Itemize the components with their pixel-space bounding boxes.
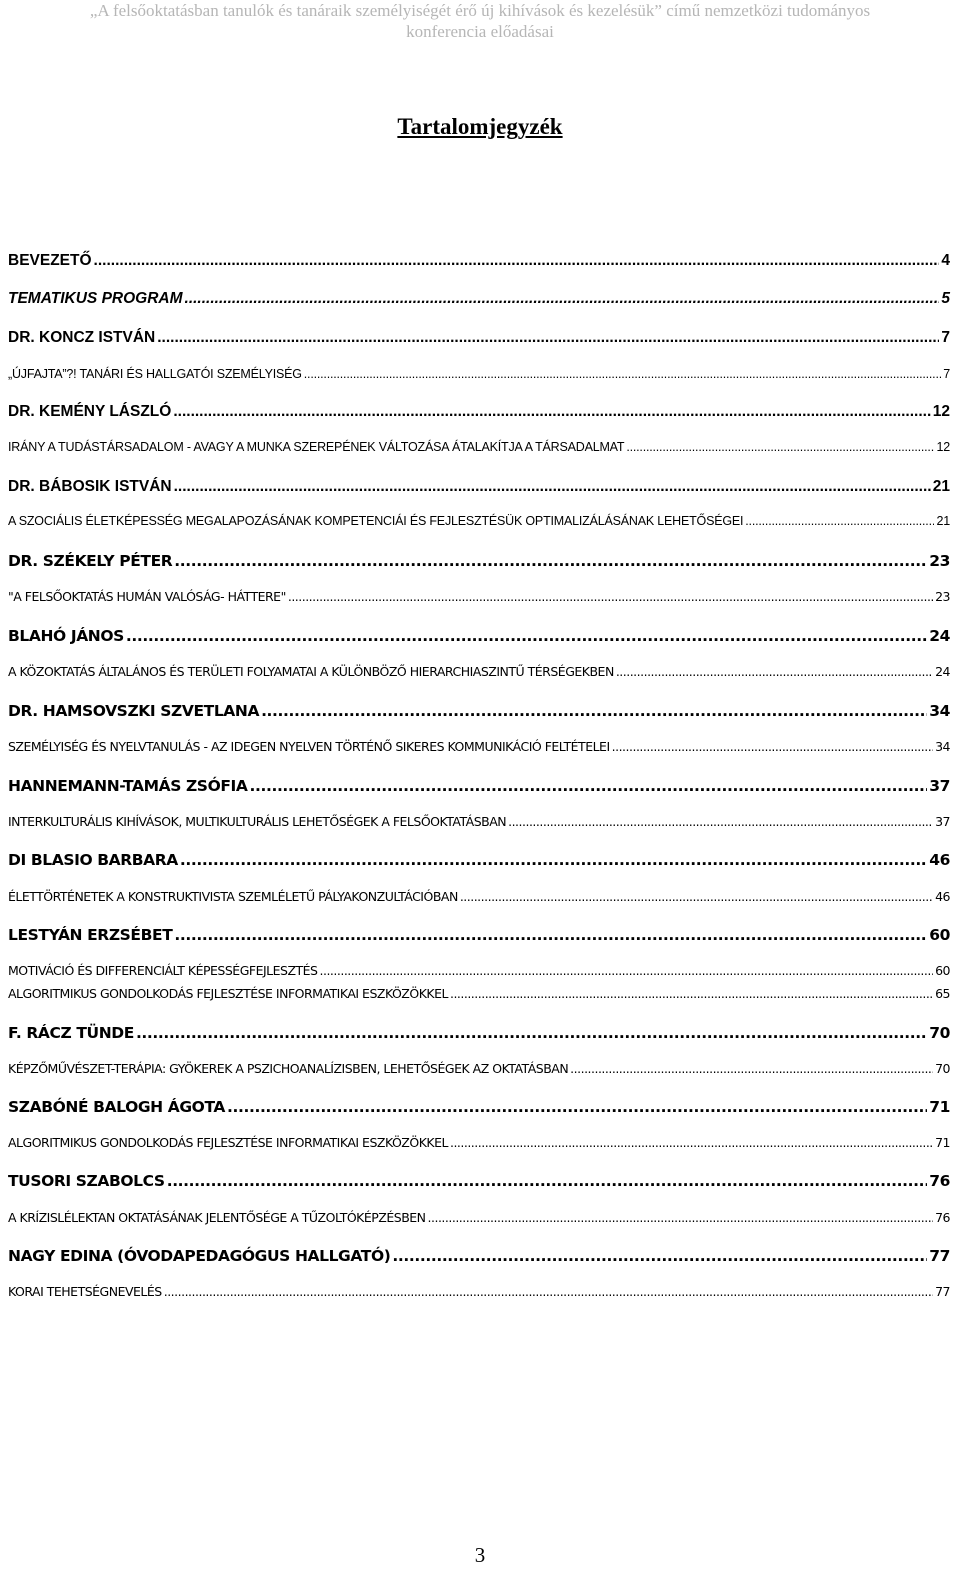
toc-entry-page: 7 bbox=[943, 367, 950, 381]
toc-entry-title: A KRÍZISLÉLEKTAN OKTATÁSÁNAK JELENTŐSÉGE A TŰZOLTÓKÉPZÉSBEN bbox=[8, 1210, 426, 1225]
toc-leader bbox=[173, 403, 930, 421]
toc-entry-page: 4 bbox=[941, 252, 950, 269]
toc-entry[interactable] bbox=[8, 329, 950, 347]
toc-entry-title: A KÖZOKTATÁS ÁLTALÁNOS ÉS TERÜLETI FOLYAMATAI A KÜLÖNBÖZŐ HIERARCHIASZINTŰ TÉRSÉGEKBEN bbox=[8, 664, 614, 679]
toc-leader bbox=[180, 851, 927, 869]
toc-entry[interactable] bbox=[8, 1135, 950, 1150]
header-line-2: konferencia előadásai bbox=[406, 22, 554, 41]
toc-leader bbox=[612, 739, 933, 754]
toc-leader bbox=[460, 889, 933, 904]
toc-entry[interactable] bbox=[8, 851, 950, 869]
header-line-1: „A felsőoktatásban tanulók és tanáraik személyiségét érő új kihívások és kezelésük” című nemzetközi tudományos bbox=[89, 1, 871, 20]
toc-entry[interactable] bbox=[8, 478, 950, 496]
toc-entry[interactable] bbox=[8, 1061, 950, 1076]
toc-entry-page: 60 bbox=[929, 926, 950, 944]
toc-entry-title: TUSORI SZABOLCS bbox=[8, 1172, 165, 1190]
toc-entry-title: KÉPZŐMŰVÉSZET-TERÁPIA: GYÖKEREK A PSZICHOANALÍZISBEN, LEHETŐSÉGEK AZ OKTATÁSBAN bbox=[8, 1061, 569, 1076]
toc-entry-page: 77 bbox=[935, 1284, 950, 1299]
toc-entry[interactable] bbox=[8, 814, 950, 829]
toc-entry[interactable] bbox=[8, 440, 950, 454]
toc-leader bbox=[227, 1098, 927, 1116]
running-header bbox=[0, 0, 960, 42]
toc-entry-title: ALGORITMIKUS GONDOLKODÁS FEJLESZTÉSE INFORMATIKAI ESZKÖZÖKKEL bbox=[8, 1135, 448, 1150]
toc-entry-page: 77 bbox=[929, 1247, 950, 1265]
toc-entry-title: MOTIVÁCIÓ ÉS DIFFERENCIÁLT KÉPESSÉGFEJLESZTÉS bbox=[8, 963, 318, 978]
toc-entry[interactable] bbox=[8, 1247, 950, 1265]
toc-entry[interactable] bbox=[8, 290, 950, 308]
toc-entry-page: 21 bbox=[932, 478, 950, 495]
toc-leader bbox=[185, 290, 940, 308]
toc-entry[interactable] bbox=[8, 664, 950, 679]
toc-entry[interactable] bbox=[8, 889, 950, 904]
toc-entry-page: 65 bbox=[935, 986, 950, 1001]
toc-entry-title: DR. HAMSOVSZKI SZVETLANA bbox=[8, 702, 260, 720]
toc-leader bbox=[94, 252, 940, 270]
toc-leader bbox=[745, 514, 934, 528]
page-number: 3 bbox=[474, 1543, 486, 1567]
toc-entry-page: 37 bbox=[929, 777, 950, 795]
toc-entry[interactable] bbox=[8, 1284, 950, 1299]
toc-entry-page: 7 bbox=[941, 329, 950, 346]
toc-entry-title: DR. KEMÉNY LÁSZLÓ bbox=[8, 403, 172, 420]
toc-entry[interactable] bbox=[8, 963, 950, 978]
toc-leader bbox=[167, 1172, 928, 1190]
toc-entry-title: DI BLASIO BARBARA bbox=[8, 851, 178, 869]
toc-entry[interactable] bbox=[8, 589, 950, 604]
toc-leader bbox=[508, 814, 933, 829]
toc-entry-title: LESTYÁN ERZSÉBET bbox=[8, 926, 173, 944]
toc-entry-title: KORAI TEHETSÉGNEVELÉS bbox=[8, 1284, 162, 1299]
toc-entry-title: DR. KONCZ ISTVÁN bbox=[8, 329, 156, 346]
toc-entry-page: 70 bbox=[929, 1024, 950, 1042]
toc-entry-title: ÉLETTÖRTÉNETEK A KONSTRUKTIVISTA SZEMLÉLETŰ PÁLYAKONZULTÁCIÓBAN bbox=[8, 889, 458, 904]
toc-entry-page: 24 bbox=[935, 664, 950, 679]
toc-entry-page: 71 bbox=[929, 1098, 950, 1116]
toc-entry-page: 21 bbox=[936, 514, 950, 528]
toc-entry-title: "A FELSŐOKTATÁS HUMÁN VALÓSÁG- HÁTTERE" bbox=[8, 589, 286, 604]
toc-entry[interactable] bbox=[8, 627, 950, 645]
toc-leader bbox=[320, 963, 934, 978]
toc-entry[interactable] bbox=[8, 986, 950, 1001]
toc-entry[interactable] bbox=[8, 702, 950, 720]
page-title: Tartalomjegyzék bbox=[397, 114, 563, 139]
toc-entry-page: 24 bbox=[929, 627, 950, 645]
toc-entry-title: ALGORITMIKUS GONDOLKODÁS FEJLESZTÉSE INFORMATIKAI ESZKÖZÖKKEL bbox=[8, 986, 448, 1001]
toc-leader bbox=[261, 702, 927, 720]
toc-entry-title: INTERKULTURÁLIS KIHÍVÁSOK, MULTIKULTURÁLIS LEHETŐSÉGEK A FELSŐOKTATÁSBAN bbox=[8, 814, 507, 829]
toc-entry[interactable] bbox=[8, 1098, 950, 1116]
toc-entry-title: F. RÁCZ TÜNDE bbox=[8, 1024, 134, 1042]
toc-entry-page: 23 bbox=[935, 589, 950, 604]
toc-entry-page: 37 bbox=[935, 814, 950, 829]
toc-entry[interactable] bbox=[8, 1024, 950, 1042]
toc-entry-page: 70 bbox=[935, 1061, 950, 1076]
toc-entry-page: 60 bbox=[935, 963, 950, 978]
toc-entry[interactable] bbox=[8, 514, 950, 528]
toc-leader bbox=[174, 552, 927, 570]
toc-entry-title: NAGY EDINA (ÓVODAPEDAGÓGUS HALLGATÓ) bbox=[8, 1247, 391, 1265]
toc-leader bbox=[626, 440, 934, 454]
toc-entry[interactable] bbox=[8, 367, 950, 381]
toc-entry-title: DR. BÁBOSIK ISTVÁN bbox=[8, 478, 172, 495]
toc-entry-title: IRÁNY A TUDÁSTÁRSADALOM - AVAGY A MUNKA SZEREPÉNEK VÁLTOZÁSA ÁTALAKÍTJA A TÁRSADALMAT bbox=[8, 440, 625, 454]
toc-entry-title: TEMATIKUS PROGRAM bbox=[8, 290, 183, 307]
toc-leader bbox=[136, 1024, 927, 1042]
toc-leader bbox=[174, 478, 931, 496]
toc-leader bbox=[164, 1284, 933, 1299]
toc-leader bbox=[450, 1135, 933, 1150]
toc-entry[interactable] bbox=[8, 926, 950, 944]
toc-entry[interactable] bbox=[8, 1172, 950, 1190]
toc-entry[interactable] bbox=[8, 252, 950, 270]
toc-entry-page: 71 bbox=[935, 1135, 950, 1150]
toc-leader bbox=[570, 1061, 933, 1076]
toc-entry-title: BLAHÓ JÁNOS bbox=[8, 627, 124, 645]
toc-leader bbox=[450, 986, 933, 1001]
toc-leader bbox=[157, 329, 939, 347]
toc-entry-page: 46 bbox=[929, 851, 950, 869]
toc-entry[interactable] bbox=[8, 739, 950, 754]
toc-leader bbox=[126, 627, 927, 645]
toc-entry-page: 76 bbox=[935, 1210, 950, 1225]
toc-entry-page: 76 bbox=[929, 1172, 950, 1190]
toc-entry-page: 5 bbox=[941, 290, 950, 307]
toc-entry-page: 12 bbox=[936, 440, 950, 454]
toc-entry-page: 46 bbox=[935, 889, 950, 904]
toc-entry-title: „ÚJFAJTA”?! TANÁRI ÉS HALLGATÓI SZEMÉLYISÉG bbox=[8, 367, 302, 381]
toc-leader bbox=[392, 1247, 927, 1265]
toc-entry-title: A SZOCIÁLIS ÉLETKÉPESSÉG MEGALAPOZÁSÁNAK KOMPETENCIÁI ÉS FEJLESZTÉSÜK OPTIMALIZÁLÁSÁNAK LEHETŐSÉGEI bbox=[8, 514, 744, 528]
toc-entry[interactable] bbox=[8, 552, 950, 570]
toc-entry-page: 12 bbox=[932, 403, 950, 420]
toc-leader bbox=[250, 777, 928, 795]
toc-entry-page: 23 bbox=[929, 552, 950, 570]
toc-entry-title: SZEMÉLYISÉG ÉS NYELVTANULÁS - AZ IDEGEN NYELVEN TÖRTÉNŐ SIKERES KOMMUNIKÁCIÓ FELTÉTELEI bbox=[8, 739, 610, 754]
toc-leader bbox=[616, 664, 933, 679]
toc-leader bbox=[428, 1210, 934, 1225]
toc-entry-title: SZABÓNÉ BALOGH ÁGOTA bbox=[8, 1098, 226, 1116]
toc-leader bbox=[174, 926, 927, 944]
toc-entry[interactable] bbox=[8, 777, 950, 795]
toc-entry-title: HANNEMANN-TAMÁS ZSÓFIA bbox=[8, 777, 248, 795]
toc-leader bbox=[304, 367, 941, 381]
toc-entry-page: 34 bbox=[935, 739, 950, 754]
toc-leader bbox=[288, 589, 933, 604]
toc-entry-title: DR. SZÉKELY PÉTER bbox=[8, 552, 173, 570]
toc-entry-page: 34 bbox=[929, 702, 950, 720]
toc-entry[interactable] bbox=[8, 1210, 950, 1225]
toc-entry-title: BEVEZETŐ bbox=[8, 252, 92, 269]
toc-entry[interactable] bbox=[8, 403, 950, 421]
